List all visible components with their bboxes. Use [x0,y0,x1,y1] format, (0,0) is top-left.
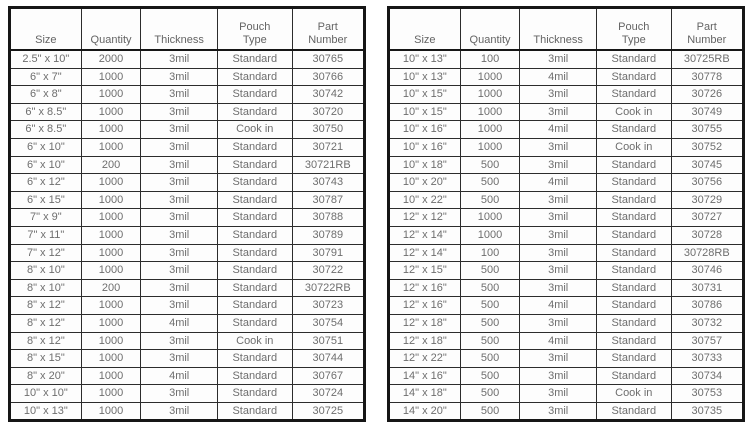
table-cell: 4mil [141,367,218,385]
table-cell: 8" x 10" [10,279,82,297]
table-cell: Standard [218,226,293,244]
table-cell: 500 [460,367,520,385]
table-row [389,103,744,121]
table-cell: 3mil [520,279,597,297]
table-cell: Standard [218,156,293,174]
table-cell: 3mil [141,402,218,421]
table-cell: Standard [597,121,672,139]
table-cell: 6" x 8.5" [10,121,82,139]
table-cell: Standard [218,385,293,403]
table-cell: 12" x 18" [389,314,461,332]
table-row [389,138,744,156]
column-header: Part Number [671,8,743,51]
table-cell: 30729 [671,191,743,209]
table-cell: 4mil [520,121,597,139]
table-cell: 1000 [81,350,141,368]
table-cell: 3mil [520,156,597,174]
table-cell: 14" x 20" [389,402,461,421]
table-cell: Standard [218,138,293,156]
column-header: Thickness [141,8,218,51]
table-cell: 30721RB [292,156,364,174]
table-row [10,402,365,421]
table-cell: 3mil [141,138,218,156]
table-cell: 4mil [520,68,597,86]
table-cell: 10" x 13" [10,402,82,421]
table-cell: Standard [218,314,293,332]
table-cell: Standard [597,402,672,421]
table-cell: 2000 [81,50,141,68]
table-cell: 30753 [671,385,743,403]
table-cell: 1000 [81,103,141,121]
table-cell: 3mil [141,103,218,121]
table-cell: 3mil [141,86,218,104]
table-cell: 500 [460,402,520,421]
table-cell: 30721 [292,138,364,156]
table-cell: Standard [218,297,293,315]
table-row [10,332,365,350]
table-cell: 10" x 15" [389,86,461,104]
table-row [389,350,744,368]
table-cell: 3mil [520,226,597,244]
table-cell: 3mil [520,86,597,104]
table-row [10,121,365,139]
table-cell: 7" x 11" [10,226,82,244]
table-cell: Standard [597,226,672,244]
column-header: Pouch Type [597,8,672,51]
table-cell: 3mil [520,244,597,262]
table-row [389,209,744,227]
table-cell: 30726 [671,86,743,104]
column-header: Part Number [292,8,364,51]
table-row [10,103,365,121]
column-header: Size [10,8,82,51]
table-cell: 1000 [81,191,141,209]
table-cell: Cook in [218,332,293,350]
table-cell: 30745 [671,156,743,174]
table-row [10,226,365,244]
table-cell: 3mil [141,350,218,368]
table-row [389,244,744,262]
table-cell: 1000 [81,68,141,86]
table-cell: 100 [460,50,520,68]
table-cell: 30789 [292,226,364,244]
table-row [10,244,365,262]
table-cell: 8" x 12" [10,332,82,350]
table-row [389,226,744,244]
table-cell: 6" x 15" [10,191,82,209]
table-row [389,385,744,403]
table-cell: 1000 [81,121,141,139]
table-row [389,50,744,68]
table-cell: 4mil [141,314,218,332]
table-cell: 500 [460,297,520,315]
table-cell: 1000 [81,367,141,385]
table-cell: 3mil [141,209,218,227]
table-cell: 1000 [460,209,520,227]
table-cell: 1000 [81,244,141,262]
table-cell: 12" x 14" [389,226,461,244]
table-row [10,262,365,280]
table-cell: 8" x 20" [10,367,82,385]
table-cell: Standard [218,209,293,227]
table-cell: 3mil [520,367,597,385]
table-cell: Standard [218,50,293,68]
table-cell: 1000 [81,332,141,350]
table-cell: 30788 [292,209,364,227]
table-cell: 30791 [292,244,364,262]
table-row [389,121,744,139]
table-cell: Standard [597,332,672,350]
table-cell: 3mil [141,297,218,315]
table-cell: Standard [218,86,293,104]
table-row [389,156,744,174]
table-cell: 200 [81,279,141,297]
table-cell: 6" x 8.5" [10,103,82,121]
table-cell: 3mil [141,121,218,139]
table-cell: 3mil [141,50,218,68]
table-cell: 3mil [141,332,218,350]
table-row [10,297,365,315]
pouch-part-table-left [8,6,366,422]
table-cell: Standard [218,174,293,192]
table-cell: 30728RB [671,244,743,262]
table-cell: 500 [460,314,520,332]
table-cell: Standard [218,367,293,385]
table-row [389,314,744,332]
table-row [389,86,744,104]
table-cell: 3mil [520,314,597,332]
table-cell: Standard [218,279,293,297]
table-cell: 8" x 15" [10,350,82,368]
table-cell: Standard [218,402,293,421]
table-cell: 1000 [81,174,141,192]
table-cell: 30744 [292,350,364,368]
pouch-part-table-right [387,6,745,422]
table-cell: 1000 [81,385,141,403]
table-cell: 1000 [81,138,141,156]
table-cell: 10" x 20" [389,174,461,192]
table-cell: 3mil [141,244,218,262]
table-cell: 1000 [460,86,520,104]
table-cell: 3mil [141,279,218,297]
table-cell: 30787 [292,191,364,209]
table-cell: 1000 [81,209,141,227]
table-cell: 3mil [141,226,218,244]
table-cell: Standard [597,156,672,174]
table-cell: Standard [597,262,672,280]
table-cell: 12" x 14" [389,244,461,262]
table-cell: 30765 [292,50,364,68]
table-cell: 7" x 9" [10,209,82,227]
table-cell: 4mil [520,332,597,350]
table-cell: 30728 [671,226,743,244]
table-row [10,385,365,403]
table-cell: 10" x 15" [389,103,461,121]
table-cell: 500 [460,262,520,280]
table-cell: Standard [597,68,672,86]
table-cell: 30755 [671,121,743,139]
table-cell: 30735 [671,402,743,421]
table-header [389,8,744,51]
table-cell: 10" x 18" [389,156,461,174]
table-cell: 10" x 13" [389,68,461,86]
table-cell: Standard [218,350,293,368]
table-cell: 1000 [81,262,141,280]
table-cell: 500 [460,174,520,192]
table-cell: 12" x 22" [389,350,461,368]
table-cell: 3mil [141,68,218,86]
table-cell: 10" x 13" [389,50,461,68]
table-cell: 1000 [81,226,141,244]
table-cell: 3mil [520,191,597,209]
table-cell: Standard [597,279,672,297]
column-header: Pouch Type [218,8,293,51]
table-cell: 12" x 15" [389,262,461,280]
table-row [10,86,365,104]
table-cell: 30754 [292,314,364,332]
table-cell: Standard [218,68,293,86]
table-cell: 6" x 8" [10,86,82,104]
table-cell: 2.5" x 10" [10,50,82,68]
table-cell: Standard [597,86,672,104]
table-cell: 12" x 16" [389,297,461,315]
table-row [389,332,744,350]
table-cell: 4mil [520,174,597,192]
table-row [10,156,365,174]
table-cell: Standard [218,244,293,262]
table-row [10,350,365,368]
table-row [10,68,365,86]
table-cell: 30749 [671,103,743,121]
table-cell: 3mil [141,385,218,403]
table-cell: 30723 [292,297,364,315]
table-cell: 4mil [520,297,597,315]
table-header [10,8,365,51]
table-cell: 10" x 16" [389,138,461,156]
table-cell: 500 [460,156,520,174]
table-cell: 500 [460,385,520,403]
table-cell: Cook in [218,121,293,139]
table-cell: 30766 [292,68,364,86]
table-cell: 1000 [460,121,520,139]
table-cell: Standard [597,174,672,192]
table-cell: 1000 [460,68,520,86]
table-cell: 10" x 10" [10,385,82,403]
table-row [10,138,365,156]
table-cell: 3mil [520,50,597,68]
table-cell: 30757 [671,332,743,350]
table-cell: 30720 [292,103,364,121]
table-cell: 30742 [292,86,364,104]
table-cell: 12" x 18" [389,332,461,350]
table-cell: 30743 [292,174,364,192]
table-cell: 3mil [520,385,597,403]
table-cell: 100 [460,244,520,262]
table-row [10,314,365,332]
table-cell: 1000 [460,103,520,121]
table-cell: 500 [460,332,520,350]
column-header: Quantity [81,8,141,51]
table-cell: 30746 [671,262,743,280]
table-cell: 6" x 12" [10,174,82,192]
table-cell: 6" x 7" [10,68,82,86]
table-cell: 30767 [292,367,364,385]
table-cell: 8" x 10" [10,262,82,280]
table-cell: 1000 [460,226,520,244]
table-cell: 6" x 10" [10,138,82,156]
table-cell: 14" x 16" [389,367,461,385]
table-cell: Standard [218,262,293,280]
table-cell: 200 [81,156,141,174]
table-row [10,174,365,192]
table-cell: 3mil [141,156,218,174]
table-cell: 500 [460,191,520,209]
table-cell: 6" x 10" [10,156,82,174]
table-cell: Standard [597,50,672,68]
table-row [10,209,365,227]
table-cell: 30732 [671,314,743,332]
table-row [389,174,744,192]
table-cell: 8" x 12" [10,314,82,332]
table-row [389,297,744,315]
table-cell: 30722RB [292,279,364,297]
table-cell: 30756 [671,174,743,192]
table-cell: Cook in [597,138,672,156]
table-row [10,50,365,68]
table-cell: 10" x 22" [389,191,461,209]
column-header: Size [389,8,461,51]
table-cell: 3mil [520,138,597,156]
table-cell: 3mil [141,174,218,192]
table-cell: 3mil [141,191,218,209]
table-row [10,367,365,385]
table-cell: 30750 [292,121,364,139]
table-cell: 3mil [520,262,597,280]
table-cell: Standard [597,297,672,315]
column-header: Quantity [460,8,520,51]
table-cell: Standard [597,350,672,368]
table-cell: 14" x 18" [389,385,461,403]
table-cell: 3mil [520,350,597,368]
table-cell: 30786 [671,297,743,315]
table-cell: 3mil [520,103,597,121]
table-cell: 30722 [292,262,364,280]
table-row [389,68,744,86]
table-cell: 7" x 12" [10,244,82,262]
table-cell: 30752 [671,138,743,156]
table-cell: 30725 [292,402,364,421]
table-cell: 30724 [292,385,364,403]
table-cell: 500 [460,350,520,368]
table-cell: 1000 [81,314,141,332]
table-cell: Standard [218,191,293,209]
table-cell: 12" x 12" [389,209,461,227]
table-row [10,279,365,297]
table-cell: Standard [218,103,293,121]
column-header: Thickness [520,8,597,51]
table-cell: 1000 [81,402,141,421]
table-cell: Cook in [597,385,672,403]
table-cell: Standard [597,314,672,332]
table-cell: 10" x 16" [389,121,461,139]
table-cell: Cook in [597,103,672,121]
table-cell: 1000 [460,138,520,156]
table-cell: Standard [597,191,672,209]
table-row [10,191,365,209]
table-cell: 30725RB [671,50,743,68]
table-row [389,402,744,421]
table-row [389,279,744,297]
table-row [389,191,744,209]
table-cell: 3mil [141,262,218,280]
table-row [389,367,744,385]
table-cell: 1000 [81,86,141,104]
table-cell: 30727 [671,209,743,227]
table-cell: Standard [597,244,672,262]
table-cell: 30751 [292,332,364,350]
table-cell: 8" x 12" [10,297,82,315]
table-cell: 12" x 16" [389,279,461,297]
table-cell: Standard [597,209,672,227]
table-cell: 30778 [671,68,743,86]
table-cell: 500 [460,279,520,297]
table-cell: 30731 [671,279,743,297]
table-cell: 30734 [671,367,743,385]
table-row [389,262,744,280]
table-cell: 3mil [520,209,597,227]
table-cell: Standard [597,367,672,385]
table-cell: 30733 [671,350,743,368]
table-cell: 1000 [81,297,141,315]
table-cell: 3mil [520,402,597,421]
